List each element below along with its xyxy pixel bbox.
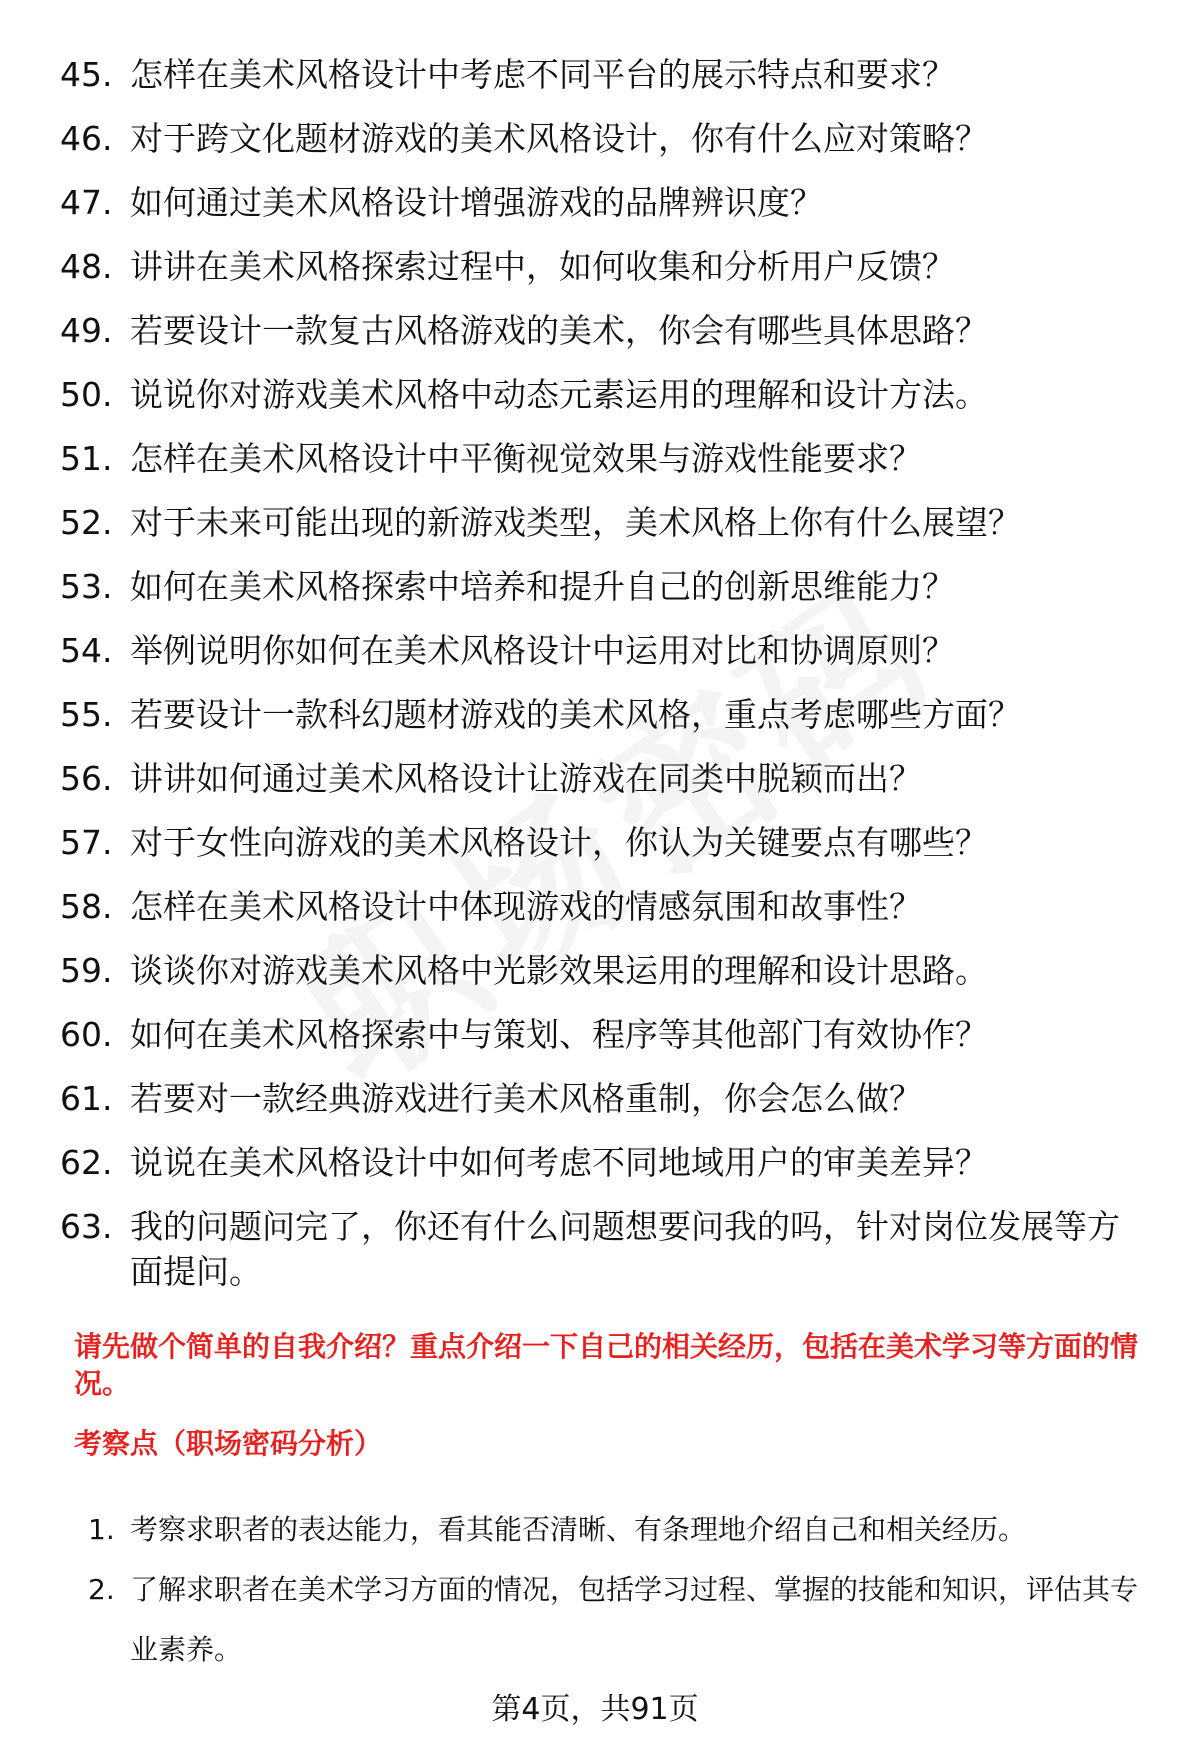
question-text: 谈谈你对游戏美术风格中光影效果运用的理解和设计思路。 bbox=[130, 951, 988, 990]
analysis-point-text: 了解求职者在美术学习方面的情况，包括学习过程、掌握的技能和知识，评估其专业素养。 bbox=[130, 1573, 1139, 1666]
question-text: 举例说明你如何在美术风格设计中运用对比和协调原则？ bbox=[130, 631, 955, 670]
question-item bbox=[60, 1140, 1150, 1185]
question-number: 58. bbox=[60, 887, 113, 926]
question-text: 如何通过美术风格设计增强游戏的品牌辨识度？ bbox=[130, 183, 823, 222]
question-item bbox=[60, 884, 1150, 929]
question-number: 55. bbox=[60, 695, 113, 734]
section-heading: 请先做个简单的自我介绍？重点介绍一下自己的相关经历，包括在美术学习等方面的情况。 bbox=[74, 1330, 1139, 1400]
question-number: 47. bbox=[60, 183, 113, 222]
question-number: 50. bbox=[60, 375, 113, 414]
question-item bbox=[60, 372, 1150, 417]
question-text: 讲讲在美术风格探索过程中，如何收集和分析用户反馈？ bbox=[130, 247, 955, 286]
page-footer: 第4页，共91页 bbox=[491, 1692, 699, 1727]
question-item bbox=[60, 628, 1150, 673]
question-item bbox=[60, 948, 1150, 993]
question-item bbox=[60, 820, 1150, 865]
question-text: 对于未来可能出现的新游戏类型，美术风格上你有什么展望？ bbox=[130, 503, 1021, 542]
question-text: 若要对一款经典游戏进行美术风格重制，你会怎么做？ bbox=[130, 1079, 922, 1118]
question-item bbox=[60, 1076, 1150, 1121]
question-text: 我的问题问完了，你还有什么问题想要问我的吗，针对岗位发展等方面提问。 bbox=[130, 1207, 1120, 1291]
question-text: 若要设计一款科幻题材游戏的美术风格，重点考虑哪些方面？ bbox=[130, 695, 1021, 734]
question-item bbox=[60, 52, 1150, 97]
question-number: 60. bbox=[60, 1015, 113, 1054]
question-number: 52. bbox=[60, 503, 113, 542]
question-text: 若要设计一款复古风格游戏的美术，你会有哪些具体思路？ bbox=[130, 311, 988, 350]
question-item bbox=[60, 692, 1150, 737]
question-number: 54. bbox=[60, 631, 113, 670]
question-text: 讲讲如何通过美术风格设计让游戏在同类中脱颖而出？ bbox=[130, 759, 922, 798]
question-text: 说说你对游戏美术风格中动态元素运用的理解和设计方法。 bbox=[130, 375, 988, 414]
question-text: 对于跨文化题材游戏的美术风格设计，你有什么应对策略？ bbox=[130, 119, 988, 158]
question-number: 53. bbox=[60, 567, 113, 606]
question-number: 62. bbox=[60, 1143, 113, 1182]
question-item bbox=[60, 180, 1150, 225]
question-number: 48. bbox=[60, 247, 113, 286]
question-item bbox=[60, 244, 1150, 289]
question-text: 如何在美术风格探索中培养和提升自己的创新思维能力？ bbox=[130, 567, 955, 606]
question-text: 说说在美术风格设计中如何考虑不同地域用户的审美差异？ bbox=[130, 1143, 988, 1182]
question-text: 怎样在美术风格设计中考虑不同平台的展示特点和要求？ bbox=[130, 55, 955, 94]
question-number: 46. bbox=[60, 119, 113, 158]
analysis-point bbox=[88, 1560, 1158, 1680]
question-text: 对于女性向游戏的美术风格设计，你认为关键要点有哪些？ bbox=[130, 823, 988, 862]
question-text: 如何在美术风格探索中与策划、程序等其他部门有效协作？ bbox=[130, 1015, 988, 1054]
question-number: 59. bbox=[60, 951, 113, 990]
question-number: 63. bbox=[60, 1207, 113, 1246]
question-number: 45. bbox=[60, 55, 113, 94]
question-item bbox=[60, 1204, 1150, 1294]
question-item bbox=[60, 564, 1150, 609]
question-number: 56. bbox=[60, 759, 113, 798]
question-number: 61. bbox=[60, 1079, 113, 1118]
question-number: 51. bbox=[60, 439, 113, 478]
question-item bbox=[60, 1012, 1150, 1057]
analysis-point-list bbox=[88, 1500, 1158, 1680]
question-number: 49. bbox=[60, 311, 113, 350]
analysis-point bbox=[88, 1500, 1158, 1560]
question-number: 57. bbox=[60, 823, 113, 862]
question-text: 怎样在美术风格设计中平衡视觉效果与游戏性能要求？ bbox=[130, 439, 922, 478]
analysis-label: 考察点（职场密码分析） bbox=[74, 1427, 383, 1460]
question-item bbox=[60, 500, 1150, 545]
question-text: 怎样在美术风格设计中体现游戏的情感氛围和故事性？ bbox=[130, 887, 922, 926]
question-list bbox=[60, 52, 1150, 1313]
question-item bbox=[60, 756, 1150, 801]
question-item bbox=[60, 436, 1150, 481]
question-item bbox=[60, 308, 1150, 353]
question-item bbox=[60, 116, 1150, 161]
analysis-point-text: 考察求职者的表达能力，看其能否清晰、有条理地介绍自己和相关经历。 bbox=[130, 1513, 1027, 1546]
analysis-point-number: 2. bbox=[88, 1573, 115, 1606]
analysis-point-number: 1. bbox=[88, 1513, 115, 1546]
